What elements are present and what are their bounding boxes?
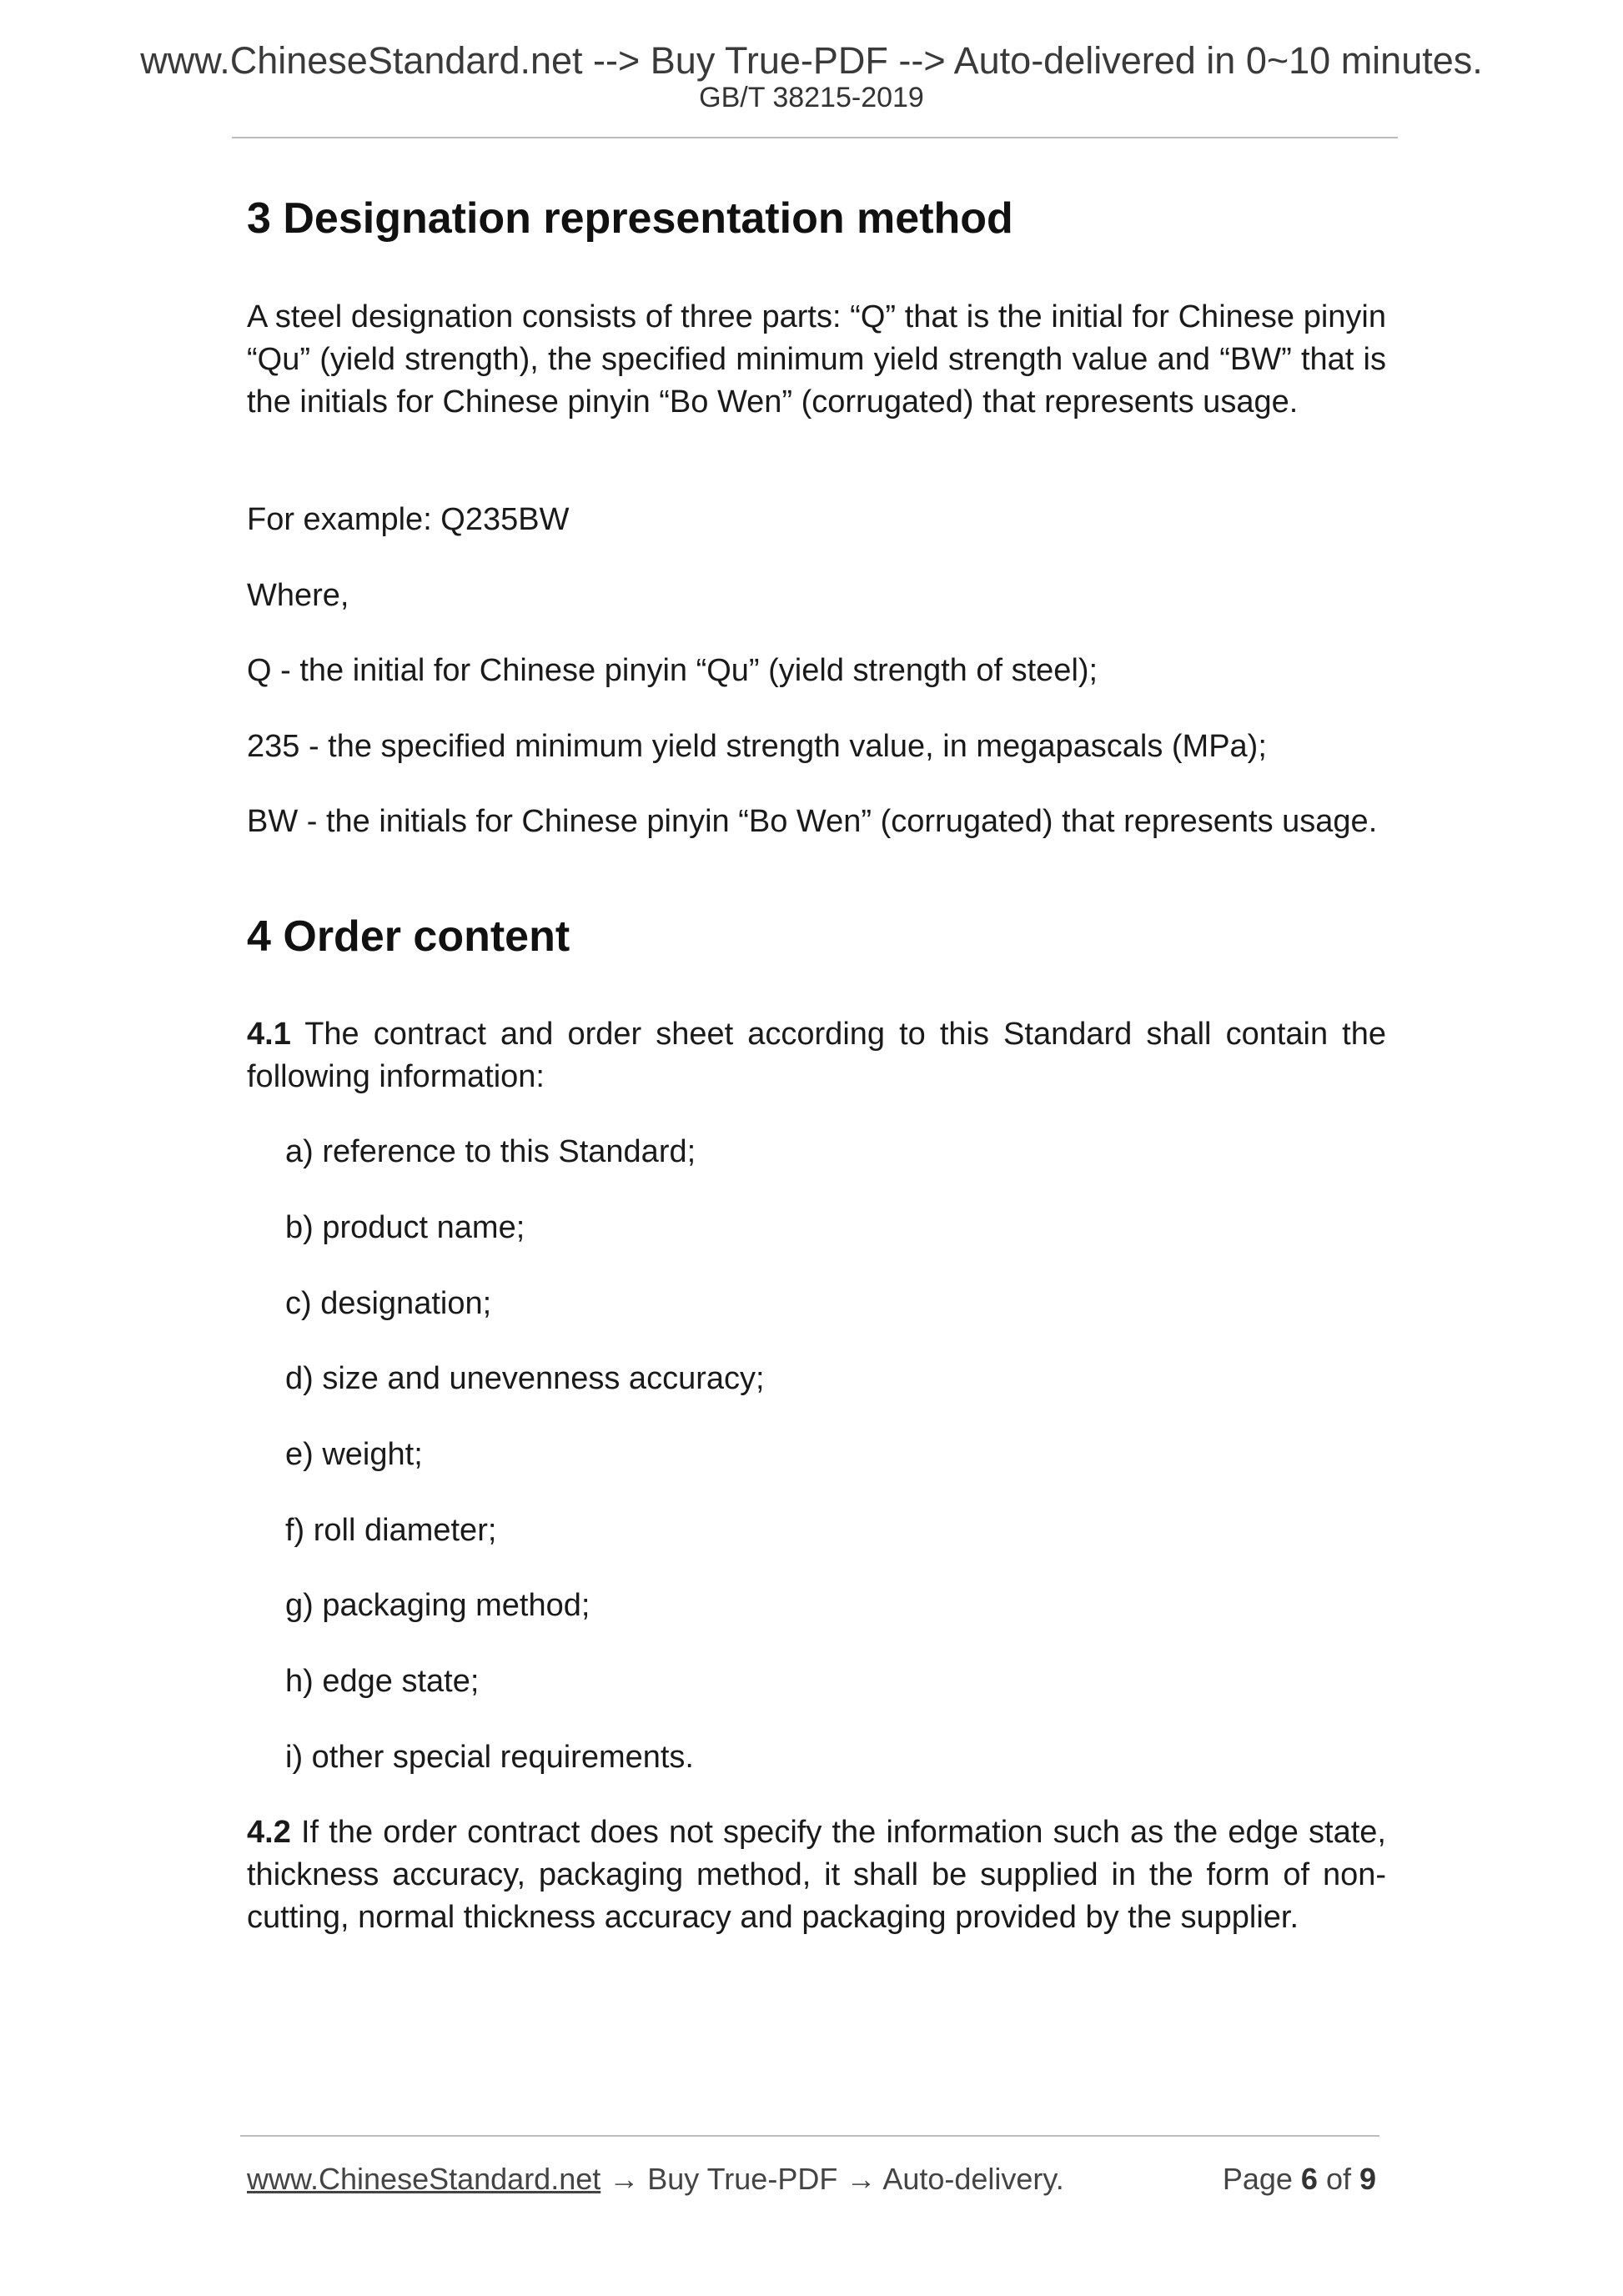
section-3-heading: 3 Designation representation method bbox=[247, 194, 1013, 243]
list-item: g) packaging method; bbox=[285, 1588, 590, 1623]
page-label: Page bbox=[1222, 2162, 1301, 2196]
definition-235: 235 - the specified minimum yield strength value, in megapascals (MPa); bbox=[247, 729, 1267, 764]
list-item: d) size and unevenness accuracy; bbox=[285, 1361, 765, 1396]
definition-bw: BW - the initials for Chinese pinyin “Bo Wen” (corrugated) that represents usage. bbox=[247, 804, 1378, 839]
page-footer bbox=[247, 2160, 1376, 2198]
footer-promo-text: → Buy True-PDF → Auto-delivery. bbox=[600, 2162, 1064, 2196]
definition-q: Q - the initial for Chinese pinyin “Qu” (yield strength of steel); bbox=[247, 653, 1098, 688]
clause-4-1-text: The contract and order sheet according to this Standard shall contain the following information: bbox=[247, 1017, 1386, 1094]
clause-4-2-number: 4.2 bbox=[247, 1815, 291, 1850]
clause-4-2 bbox=[247, 1811, 1386, 1939]
header-banner: www.ChineseStandard.net --> Buy True-PDF --> Auto-delivered in 0~10 minutes. bbox=[140, 39, 1483, 82]
list-item: h) edge state; bbox=[285, 1664, 480, 1699]
section-4-heading: 4 Order content bbox=[247, 912, 570, 961]
footer-divider bbox=[240, 2135, 1379, 2137]
designation-example: For example: Q235BW bbox=[247, 502, 570, 537]
footer-site-link[interactable]: www.ChineseStandard.net bbox=[247, 2162, 601, 2196]
section-3-intro: A steel designation consists of three parts: “Q” that is the initial for Chinese pinyin “Qu” (yield strength), the specified minimum yield strength value and “BW” that is the initials for Chinese pinyin “Bo Wen” (corrugated) that represents usage. bbox=[247, 299, 1386, 420]
standard-code: GB/T 38215-2019 bbox=[699, 82, 924, 113]
page-of-label: of bbox=[1317, 2162, 1359, 2196]
list-item: e) weight; bbox=[285, 1437, 423, 1472]
page-total: 9 bbox=[1359, 2162, 1376, 2196]
clause-4-2-text: If the order contract does not specify the information such as the edge state, thickness accuracy, packaging method, it shall be supplied in the form of non-cutting, normal thickness accuracy and packaging provided by the supplier. bbox=[247, 1815, 1386, 1935]
where-label: Where, bbox=[247, 578, 349, 613]
header-divider bbox=[232, 137, 1398, 138]
list-item: b) product name; bbox=[285, 1210, 525, 1245]
clause-4-1 bbox=[247, 1013, 1386, 1098]
page-indicator bbox=[1223, 2160, 1376, 2198]
list-item: i) other special requirements. bbox=[285, 1740, 694, 1775]
page-current: 6 bbox=[1300, 2162, 1318, 2196]
clause-4-1-number: 4.1 bbox=[247, 1017, 291, 1052]
list-item: c) designation; bbox=[285, 1286, 492, 1321]
list-item: f) roll diameter; bbox=[285, 1513, 497, 1548]
footer-promo bbox=[247, 2160, 1064, 2198]
list-item: a) reference to this Standard; bbox=[285, 1134, 696, 1169]
